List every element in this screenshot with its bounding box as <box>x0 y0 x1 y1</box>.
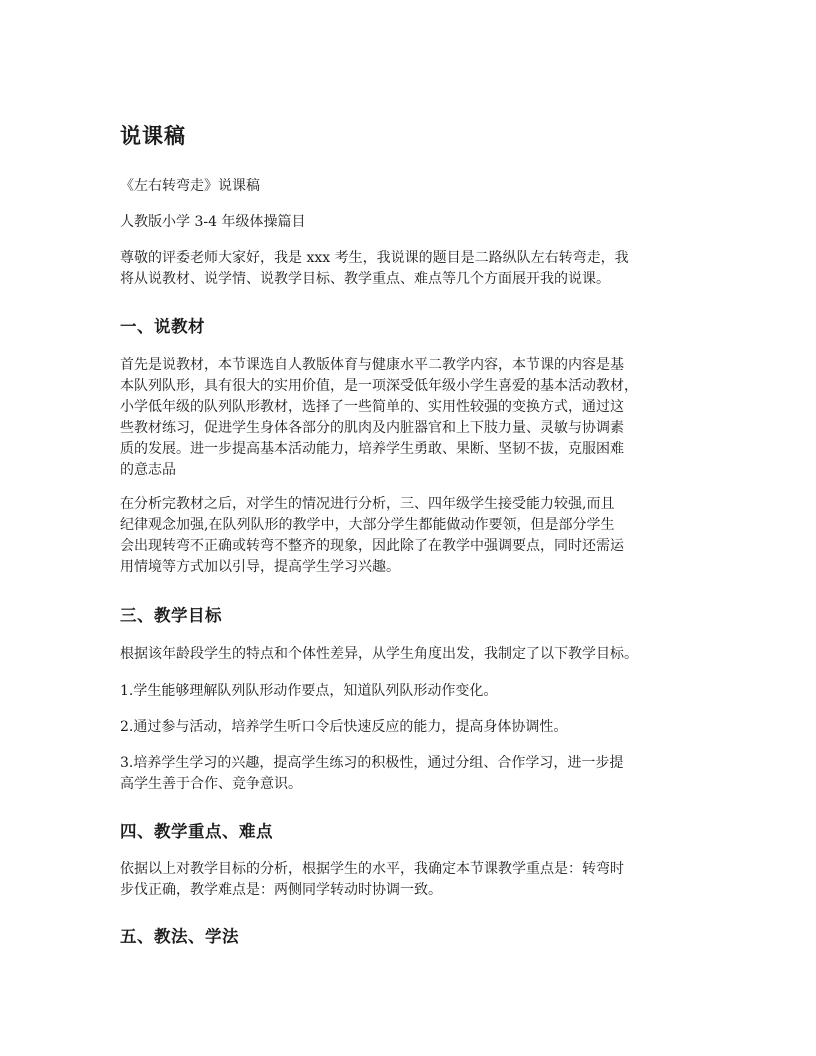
page-title: 说课稿 <box>120 124 186 148</box>
section-heading-1: 一、说教材 <box>120 317 205 336</box>
section-3-paragraph-1: 根据该年龄段学生的特点和个体性差异，从学生角度出发，我制定了以下教学目标。 <box>120 646 638 662</box>
section-1-paragraph-1: 首先是说教材，本节课选自人教版体育与健康水平二教学内容，本节课的内容是基 本队列队形，具有很大的实用价值，是一项深受低年级小学生喜爱的基本活动教材， 小学低年级的队列队形教材，选择了一些简单的、实用性较强的变换方式，通过这 些教材练习，促进学生身体各部分的肌肉及内脏器官和上下肢力量、灵敏与协调素 质的发展。进一步提高基本活动能力，培养学生勇敢、果断、坚韧不拔，克服困难 的意志品 <box>120 357 638 478</box>
section-heading-4: 四、教学重点、难点 <box>120 822 273 841</box>
section-heading-5: 五、教法、学法 <box>120 927 239 946</box>
goal-1: 1.学生能够理解队列队形动作要点，知道队列队形动作变化。 <box>120 683 498 699</box>
goal-2: 2.通过参与活动，培养学生听口令后快速反应的能力，提高身体协调性。 <box>120 719 568 735</box>
section-heading-3: 三、教学目标 <box>120 606 222 625</box>
section-1-paragraph-2: 在分析完教材之后，对学生的情况进行分析，三、四年级学生接受能力较强,而且 纪律观念加强,在队列队形的教学中，大部分学生都能做动作要领，但是部分学生 会出现转弯不正确或转弯不整齐的现象，因此除了在教学中强调要点，同时还需运 用情境等方式加以引导，提高学生学习兴趣。 <box>120 496 624 575</box>
intro-paragraph: 尊敬的评委老师大家好，我是 xxx 考生，我说课的题目是二路纵队左右转弯走，我 将从说教材、说学情、说教学目标、教学重点、难点等几个方面展开我的说课。 <box>120 250 629 287</box>
textbook-line: 人教版小学 3-4 年级体操篇目 <box>120 214 306 230</box>
lesson-subtitle: 《左右转弯走》说课稿 <box>120 178 260 194</box>
goal-3: 3.培养学生学习的兴趣，提高学生练习的积极性，通过分组、合作学习，进一步提 高学生善于合作、竞争意识。 <box>120 755 624 792</box>
section-4-paragraph-1: 依据以上对教学目标的分析，根据学生的水平，我确定本节课教学重点是：转弯时 步伐正确，教学难点是：两侧同学转动时协调一致。 <box>120 861 624 898</box>
